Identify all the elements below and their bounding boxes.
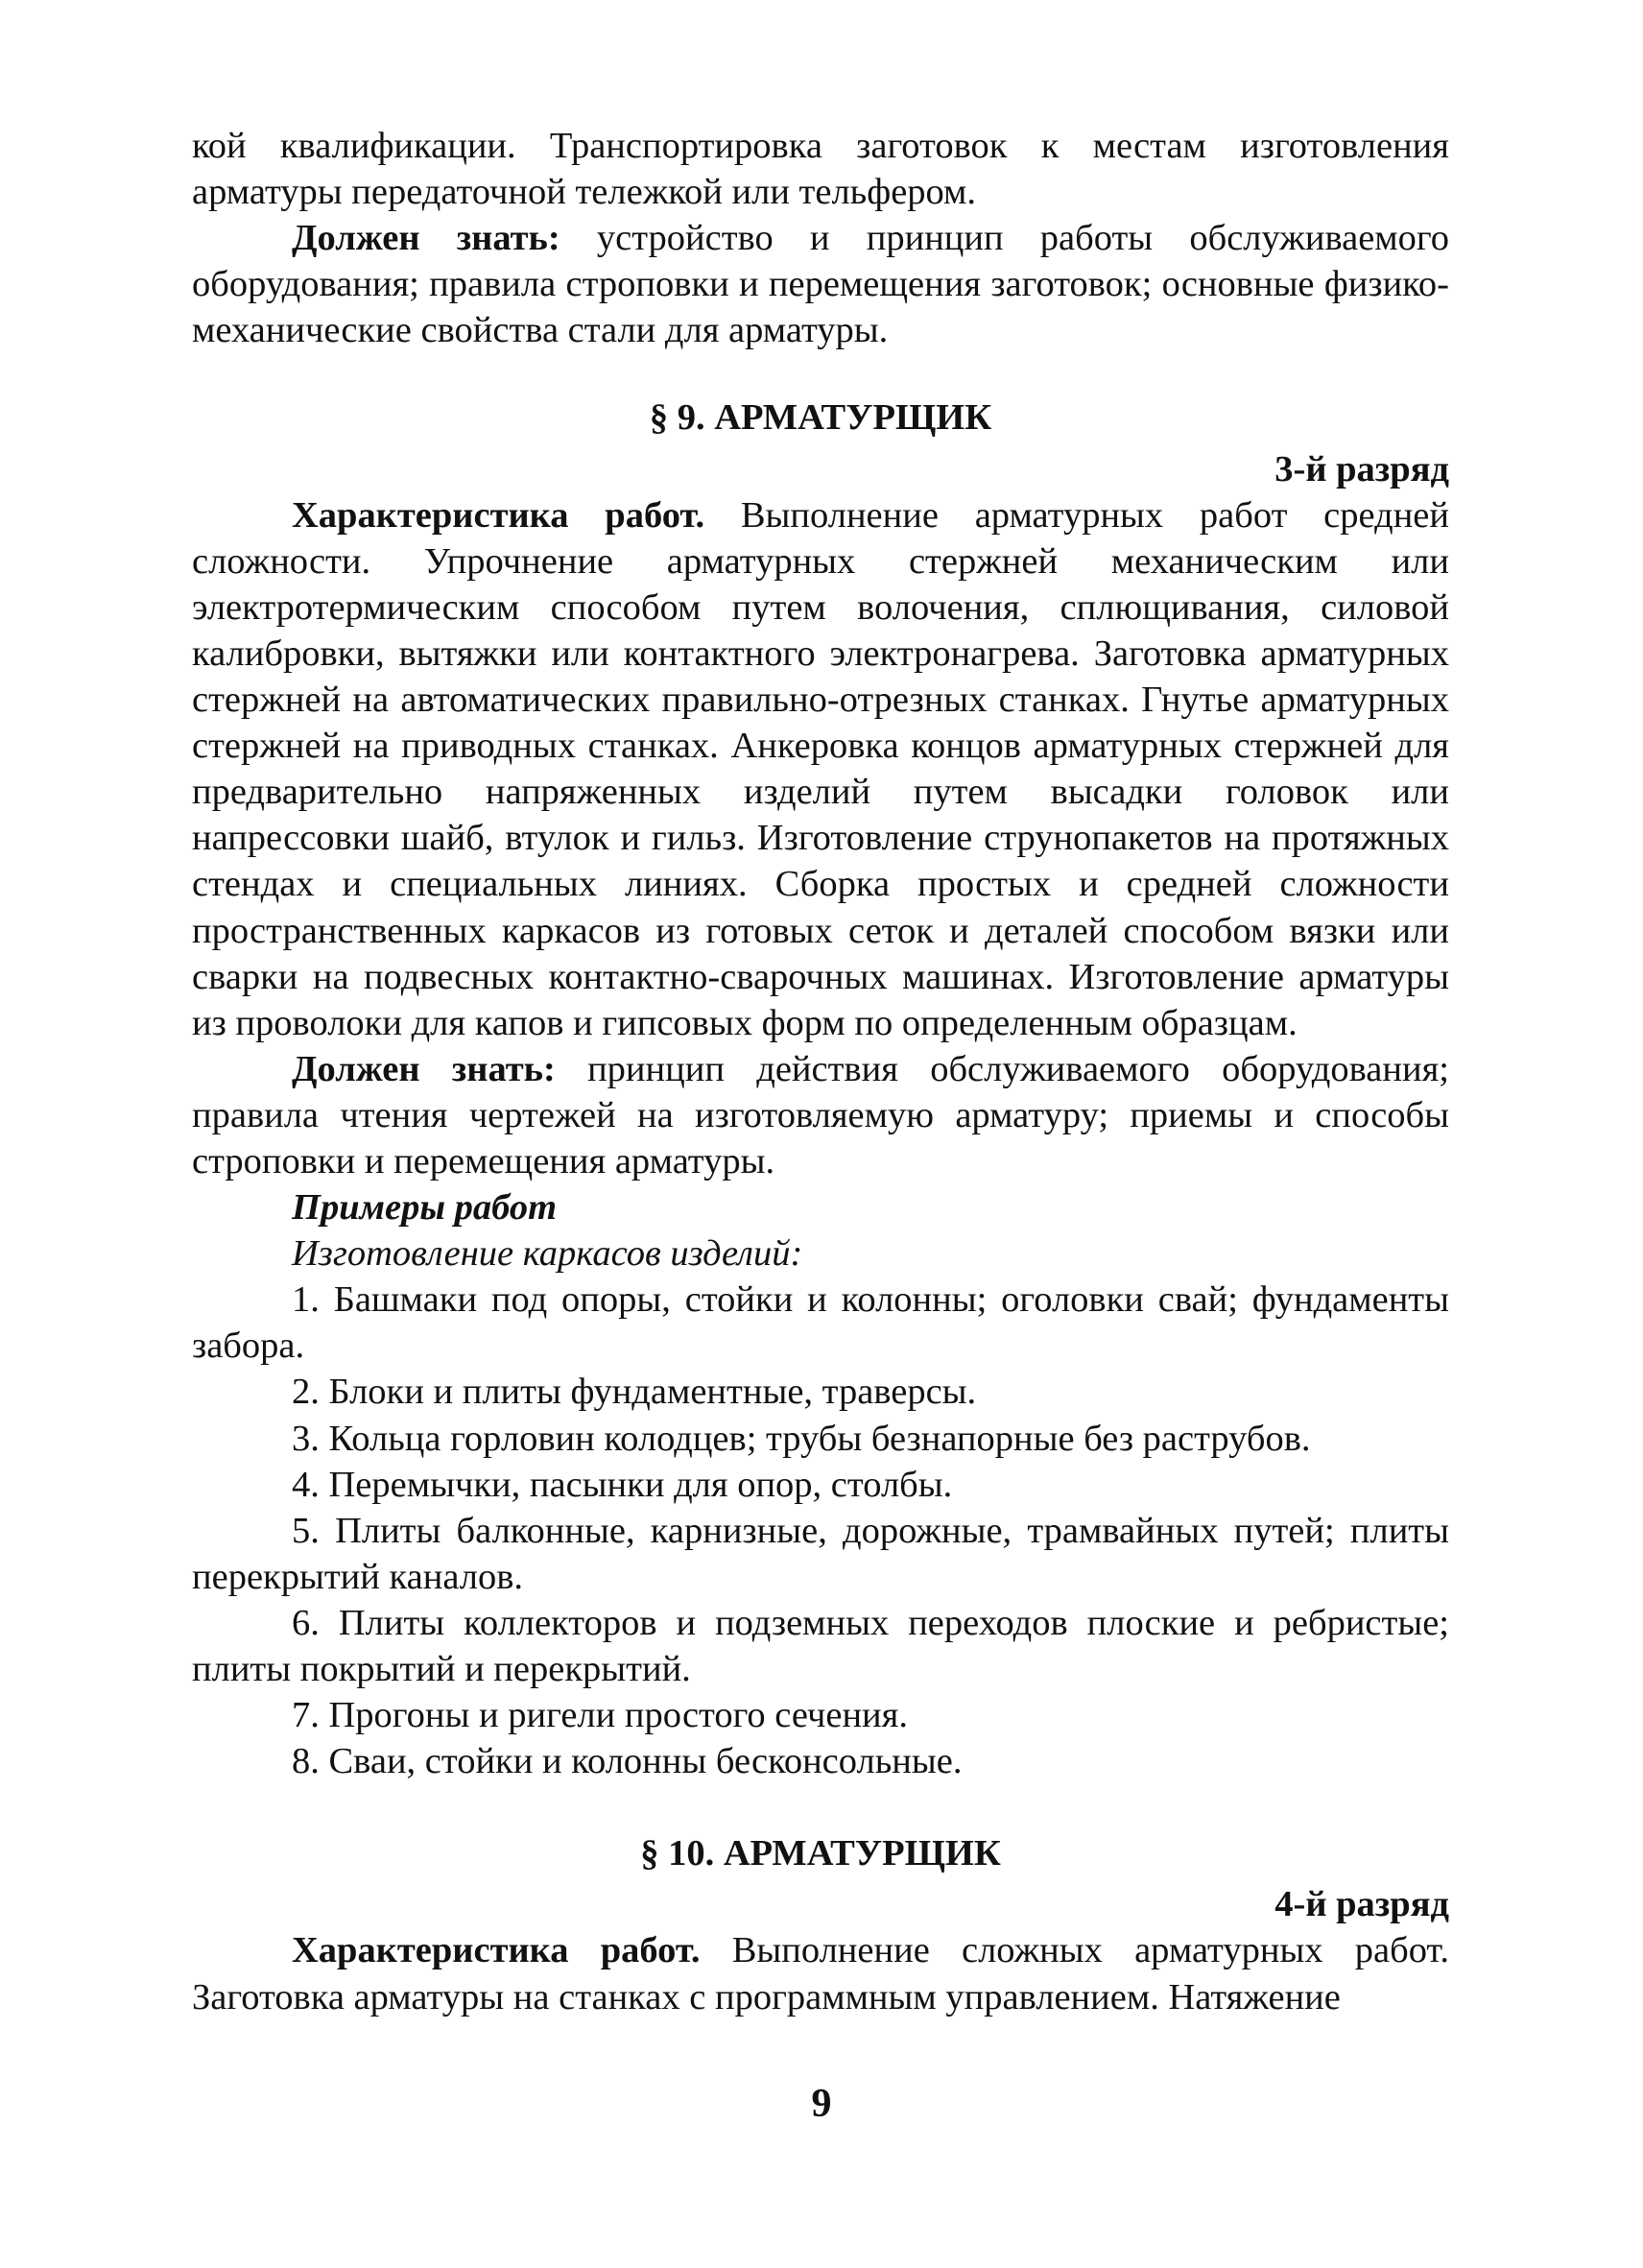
section-10-characteristics <box>192 1927 1449 2019</box>
knowledge-label: Должен знать: <box>292 218 560 259</box>
list-item: 4. Перемычки, пасынки для опор, столбы. <box>292 1464 953 1505</box>
characteristics-text: Выполнение сложных арматурных работ. Заготовка арматуры на станках с программным управлением. Натяжение <box>192 1930 1449 2017</box>
intro-paragraph: кой квалификации. Транспортировка заготовок к местам изготовления арматуры передаточной тележкой или тельфером. <box>192 126 1449 213</box>
section-10-heading: § 10. АРМАТУРЩИК <box>640 1833 1001 1874</box>
section-9-characteristics <box>192 492 1449 1046</box>
section-9-knowledge <box>192 1046 1449 1184</box>
knowledge-label: Должен знать: <box>292 1048 556 1089</box>
characteristics-label: Характеристика работ. <box>292 494 705 536</box>
section-9-heading: § 9. АРМАТУРЩИК <box>649 397 992 439</box>
examples-subtitle: Изготовление каркасов изделий: <box>292 1233 803 1275</box>
intro-knowledge-paragraph <box>192 215 1449 353</box>
page-number: 9 <box>811 2082 832 2126</box>
list-item: 5. Плиты балконные, карнизные, дорожные, трамвайных путей; плиты перекрытий каналов. <box>192 1510 1449 1597</box>
list-item: 2. Блоки и плиты фундаментные, траверсы. <box>292 1372 977 1413</box>
list-item: 8. Сваи, стойки и колонны бесконсольные. <box>292 1741 963 1782</box>
examples-title: Примеры работ <box>292 1187 558 1229</box>
characteristics-label: Характеристика работ. <box>292 1930 701 1971</box>
knowledge-text: принцип действия обслуживаемого оборудования; правила чтения чертежей на изготовляемую арматуру; приемы и способы строповки и перемещения арматуры. <box>192 1048 1449 1182</box>
list-item: 1. Башмаки под опоры, стойки и колонны; оголовки свай; фундаменты забора. <box>192 1279 1449 1367</box>
list-item: 3. Кольца горловин колодцев; трубы безнапорные без раструбов. <box>292 1418 1311 1459</box>
document-page <box>192 123 1449 2020</box>
section-10-grade: 4-й разряд <box>1274 1884 1449 1925</box>
knowledge-text: устройство и принцип работы обслуживаемого оборудования; правила строповки и перемещения заготовок; основные физико-механические свойства стали для арматуры. <box>192 218 1449 351</box>
characteristics-text: Выполнение арматурных работ средней сложности. Упрочнение арматурных стержней механическим или электротермическим способом путем волочения, сплющивания, силовой калибровки, вытяжки или контактного электронагрева. Заготовка арматурных стержней на автоматических правильно-отрезных станках. Гнутье арматурных стержней на приводных станках. Анкеровка концов арматурных стержней для предварительно напряженных изделий путем высадки головок или напрессовки шайб, втулок и гильз. Изготовление струнопакетов на протяжных стендах и специальных линиях. Сборка простых и средней сложности пространственных каркасов из готовых сеток и деталей способом вязки или сварки на подвесных контактно-сварочных машинах. Изготовление арматуры из проволоки для капов и гипсовых форм по определенным образцам. <box>192 494 1449 1043</box>
list-item: 6. Плиты коллекторов и подземных переходов плоские и ребристые; плиты покрытий и перекрытий. <box>192 1602 1449 1689</box>
list-item: 7. Прогоны и ригели простого сечения. <box>292 1695 908 1736</box>
section-9-grade: 3-й разряд <box>1274 448 1449 489</box>
